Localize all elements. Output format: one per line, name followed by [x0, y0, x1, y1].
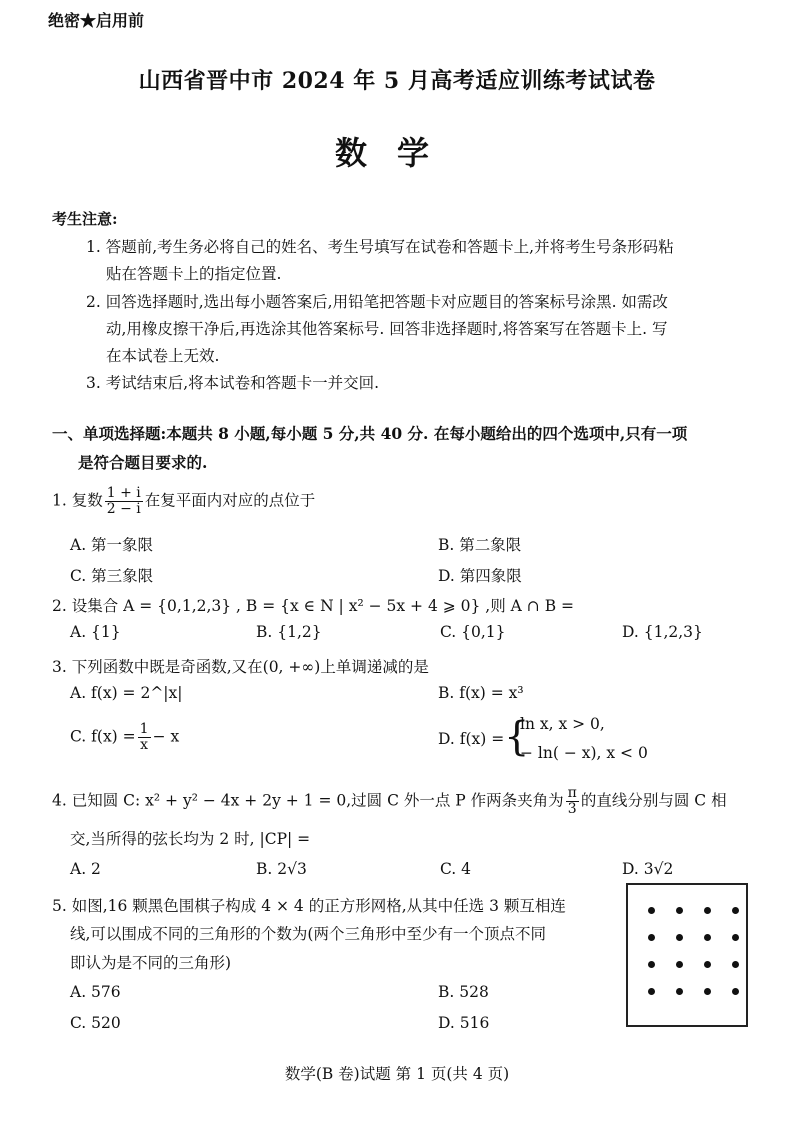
subject-title: 数学: [334, 134, 459, 172]
notice-item-2-line-1: 2. 回答选择题时,选出每小题答案后,用铅笔把答题卡对应题目的答案标号涂黑. 如需改: [86, 293, 668, 311]
go-stone: [704, 961, 711, 968]
q3-option-c-den: x: [140, 737, 149, 753]
q3-option-c-fraction: [138, 722, 151, 753]
q5-stem-line-1: 5. 如图,16 颗黑色围棋子构成 4 × 4 的正方形网格,从其中任选 3 颗互相连: [52, 897, 566, 915]
go-stone: [732, 988, 739, 995]
q3-option-c-num: 1: [139, 721, 149, 737]
q4-option-c: C. 4: [440, 860, 472, 878]
go-stone: [704, 934, 711, 941]
page-footer: 数学(B 卷)试题 第 1 页(共 4 页): [284, 1065, 510, 1083]
q1-option-a: A. 第一象限: [70, 536, 154, 554]
q2-option-d: D. {1,2,3}: [622, 623, 703, 641]
go-stone: [732, 961, 739, 968]
q3-option-c: [70, 722, 179, 753]
notice-item-3: 3. 考试结束后,将本试卷和答题卡一并交回.: [86, 374, 380, 392]
q4-fraction-num: π: [567, 785, 577, 801]
section-1-heading: 一、单项选择题:本题共 8 小题,每小题 5 分,共 40 分. 在每小题给出的四个选项中,只有一项: [52, 424, 688, 443]
q1-prefix: 1. 复数: [52, 491, 103, 510]
q1-option-c: C. 第三象限: [70, 567, 154, 585]
q3-option-b: B. f(x) = x³: [438, 684, 524, 702]
q2-stem: 2. 设集合 A = {0,1,2,3} , B = {x ∈ N | x² − 5x + 4 ⩾ 0} ,则 A ∩ B =: [52, 597, 574, 615]
notice-item-1-line-1: 1. 答题前,考生务必将自己的姓名、考生号填写在试卷和答题卡上,并将考生号条形码粘: [86, 238, 674, 256]
q1-fraction-num: 1 + i: [106, 485, 141, 501]
go-stone: [704, 907, 711, 914]
go-stone: [648, 961, 655, 968]
go-stone-grid-figure: [626, 883, 748, 1027]
q3-option-c-prefix: C. f(x) =: [70, 727, 136, 746]
q2-option-b: B. {1,2}: [256, 623, 322, 641]
go-stone: [676, 934, 683, 941]
go-stone: [648, 907, 655, 914]
q2-option-c: C. {0,1}: [440, 623, 506, 641]
q5-option-a: A. 576: [70, 983, 121, 1001]
q4-stem: [52, 786, 727, 817]
q1-suffix: 在复平面内对应的点位于: [144, 491, 316, 510]
go-stone: [676, 961, 683, 968]
q3-option-d-brace: {: [504, 714, 530, 760]
q1-option-b: B. 第二象限: [438, 536, 522, 554]
confidential-label: 绝密★启用前: [48, 11, 145, 30]
go-stone: [732, 907, 739, 914]
go-stone: [676, 988, 683, 995]
q5-option-b: B. 528: [438, 983, 489, 1001]
q1-fraction-den: 2 − i: [106, 501, 141, 517]
q1-option-d: D. 第四象限: [438, 567, 522, 585]
exam-title: 山西省晋中市 2024 年 5 月高考适应训练考试试卷: [138, 68, 656, 94]
go-stone: [648, 988, 655, 995]
q3-option-d-case-1: ln x, x > 0,: [520, 715, 605, 733]
q5-stem-line-3: 即认为是不同的三角形): [70, 954, 232, 972]
go-stone: [676, 907, 683, 914]
q3-option-a: A. f(x) = 2^|x|: [70, 684, 183, 702]
q5-stem-line-2: 线,可以围成不同的三角形的个数为(两个三角形中至少有一个顶点不同: [70, 925, 546, 943]
section-1-heading-cont: 是符合题目要求的.: [78, 453, 208, 472]
notice-item-2-line-2: 动,用橡皮擦干净后,再选涂其他答案标号. 回答非选择题时,将答案写在答题卡上. 写: [106, 320, 668, 338]
q4-stem-line-2: 交,当所得的弦长均为 2 时, |CP| =: [70, 830, 311, 848]
q5-option-c: C. 520: [70, 1014, 121, 1032]
q4-suffix: 的直线分别与圆 C 相: [580, 791, 727, 810]
q3-option-c-suffix: − x: [152, 727, 180, 746]
go-stone: [648, 934, 655, 941]
q4-prefix: 4. 已知圆 C: x² + y² − 4x + 2y + 1 = 0,过圆 C 外一点 P 作两条夹角为: [52, 791, 564, 810]
go-stone: [732, 934, 739, 941]
q4-fraction-den: 3: [567, 801, 577, 817]
notice-item-2-line-3: 在本试卷上无效.: [106, 347, 220, 365]
q1-stem: [52, 486, 315, 517]
q4-option-d: D. 3√2: [622, 860, 674, 878]
notice-heading: 考生注意:: [52, 210, 118, 228]
q4-option-b: B. 2√3: [256, 860, 307, 878]
q2-option-a: A. {1}: [70, 623, 121, 641]
q3-stem: 3. 下列函数中既是奇函数,又在(0, +∞)上单调递减的是: [52, 658, 429, 676]
q4-option-a: A. 2: [70, 860, 101, 878]
q1-fraction: [105, 486, 143, 517]
go-stone: [704, 988, 711, 995]
notice-item-1-line-2: 贴在答题卡上的指定位置.: [106, 265, 282, 283]
q4-fraction: [566, 786, 579, 817]
q3-option-d-case-2: − ln( − x), x < 0: [520, 744, 648, 762]
q3-option-d-prefix: D. f(x) =: [438, 730, 505, 748]
q5-option-d: D. 516: [438, 1014, 490, 1032]
